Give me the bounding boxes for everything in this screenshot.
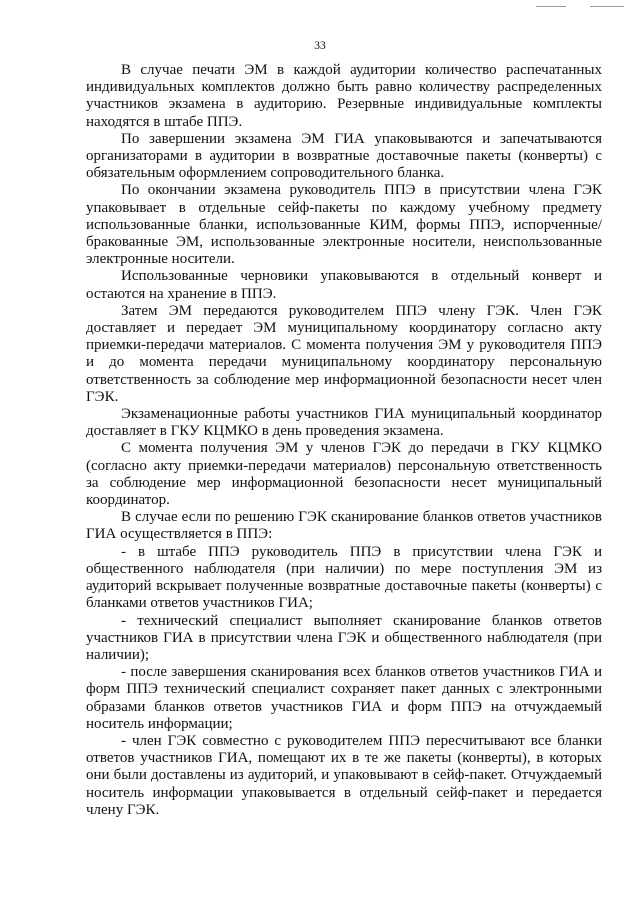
paragraph: По завершении экзамена ЭМ ГИА упаковываются и запечатываются организаторами в аудитории в возвратные доставочные пакеты (конверты) с обязательным оформлением сопроводительного бланка. (86, 130, 602, 182)
paragraph: В случае печати ЭМ в каждой аудитории количество распечатанных индивидуальных комплектов должно быть равно количеству распределенных участников экзамена в аудиторию. Резервные индивидуальные комплекты находятся в штабе ППЭ. (86, 62, 602, 130)
scan-artifact-line (536, 6, 566, 7)
paragraph: Экзаменационные работы участников ГИА муниципальный координатор доставляет в ГКУ КЦМКО в день проведения экзамена. (86, 406, 602, 440)
list-item: - в штабе ППЭ руководитель ППЭ в присутствии члена ГЭК и общественного наблюдателя (при наличии) по мере поступления ЭМ из аудиторий вскрывает полученные возвратные доставочные пакеты (конверты) с бланками ответов участников ГИА; (86, 543, 602, 612)
paragraph: В случае если по решению ГЭК сканирование бланков ответов участников ГИА осуществляется в ППЭ: (86, 509, 602, 543)
paragraph: Использованные черновики упаковываются в отдельный конверт и остаются на хранение в ППЭ. (86, 268, 602, 302)
paragraph: Затем ЭМ передаются руководителем ППЭ члену ГЭК. Член ГЭК доставляет и передает ЭМ муниципальному координатору согласно акту приемки-передачи материалов. С момента получения ЭМ у руководителя ППЭ и до момента передачи муниципальному координатору персональную ответственность за соблюдение мер информационной безопасности несет член ГЭК. (86, 302, 602, 405)
document-body (86, 62, 602, 819)
list-item: - после завершения сканирования всех бланков ответов участников ГИА и форм ППЭ технический специалист сохраняет пакет данных с электронными образами бланков ответов участников ГИА и форм ППЭ на отчуждаемый носитель информации; (86, 664, 602, 732)
list-item: - технический специалист выполняет сканирование бланков ответов участников ГИА в присутствии члена ГЭК и общественного наблюдателя (при наличии); (86, 612, 602, 663)
paragraph: По окончании экзамена руководитель ППЭ в присутствии члена ГЭК упаковывает в отдельные сейф-пакеты по каждому учебному предмету использованные бланки, использованные КИМ, формы ППЭ, испорченные/бракованные ЭМ, использованные электронные носители, неиспользованные электронные носители. (86, 182, 602, 268)
list-item: - член ГЭК совместно с руководителем ППЭ пересчитывают все бланки ответов участников ГИА, помещают их в те же пакеты (конверты), в которых они были доставлены из аудиторий, и упаковывают в сейф-пакет. Отчуждаемый носитель информации упаковывается в отдельный сейф-пакет и передается члену ГЭК. (86, 732, 602, 818)
scan-artifact-line (590, 6, 624, 7)
page-number: 33 (314, 40, 326, 52)
paragraph: С момента получения ЭМ у членов ГЭК до передачи в ГКУ КЦМКО (согласно акту приемки-передачи материалов) персональную ответственность за соблюдение мер информационной безопасности несет муниципальный координатор. (86, 440, 602, 509)
